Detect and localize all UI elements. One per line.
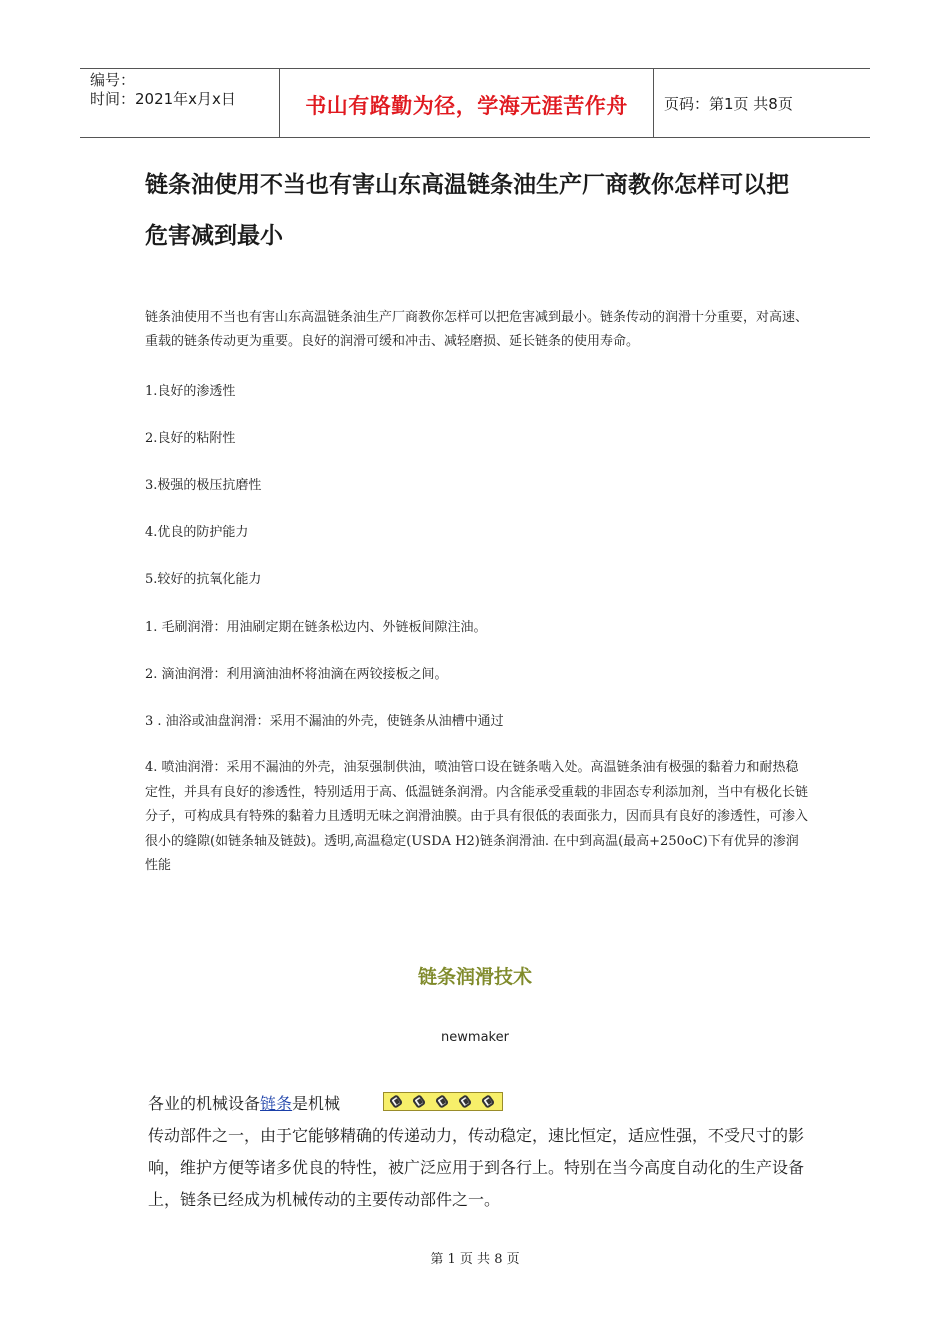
chain-icon-strip [383, 1092, 503, 1111]
page-footer: 第 1 页 共 8 页 [430, 1252, 520, 1267]
chain-icon [434, 1095, 452, 1109]
document-title: 链条油使用不当也有害山东高温链条油生产厂商教你怎样可以把危害减到最小 [145, 172, 789, 249]
intro-paragraph: 链条油使用不当也有害山东高温链条油生产厂商教你怎样可以把危害减到最小。链条传动的润滑十分重要，对高速、重载的链条传动更为重要。良好的润滑可缓和冲击、减轻磨损、延长链条的使用寿命。 [145, 310, 809, 349]
header-meta [80, 69, 280, 137]
line1-suffix: 是机械 [292, 1094, 341, 1113]
section-body: 传动部件之一，由于它能够精确的传递动力，传动稳定，速比恒定，适应性强，不受尺寸的影响，维护方便等诸多优良的特性，被广泛应用于到各行上。特别在当今高度自动化的生产设备上，链条已经成为机械传动的主要传动部件之一。 [148, 1126, 805, 1209]
chain-icon [480, 1095, 498, 1109]
property-item-3: 3.极强的极压抗磨性 [145, 478, 262, 493]
document-date: 时间：2021年x月x日 [90, 90, 236, 108]
header-motto: 书山有路勤为径，学海无涯苦作舟 [280, 69, 654, 137]
chain-link[interactable]: 链条 [260, 1094, 293, 1113]
method-item-1: 1. 毛刷润滑：用油刷定期在链条松边内、外链板间隙注油。 [145, 620, 487, 635]
property-item-2: 2.良好的粘附性 [145, 431, 236, 446]
chain-icon [411, 1095, 429, 1109]
method-item-3: 3 . 油浴或油盘润滑：采用不漏油的外壳，使链条从油槽中通过 [145, 714, 504, 729]
section-title: 链条润滑技术 [417, 966, 532, 988]
property-item-1: 1.良好的渗透性 [145, 384, 236, 399]
chain-icon [457, 1095, 475, 1109]
chain-icon [388, 1095, 406, 1109]
property-item-5: 5.较好的抗氧化能力 [145, 572, 262, 587]
method-item-2: 2. 滴油润滑：利用滴油油杯将油滴在两铰接板之间。 [145, 667, 448, 682]
section-author: newmaker [441, 1030, 509, 1045]
document-number: 编号： [90, 71, 136, 89]
property-item-4: 4.优良的防护能力 [145, 525, 249, 540]
header-table [80, 68, 870, 138]
spray-lubrication-paragraph: 4. 喷油润滑：采用不漏油的外壳，油泵强制供油，喷油管口设在链条啮入处。高温链条油有极强的黏着力和耐热稳定性，并具有良好的渗透性，特别适用于高、低温链条润滑。内含能承受重载的非固态专利添加剂，当中有极化长链分子，可构成具有特殊的黏着力且透明无味之润滑油膜。由于具有很低的表面张力，因而具有良好的渗透性，可渗入很小的缝隙(如链条轴及链鼓)。透明,高温稳定(USDA H2)链条润滑油. 在中到高温(最高+250oC)下有优异的渗润性能 [145, 760, 809, 873]
line1-prefix: 各业的机械设备 [148, 1094, 261, 1113]
header-page-info: 页码：第1页 共8页 [664, 94, 793, 113]
